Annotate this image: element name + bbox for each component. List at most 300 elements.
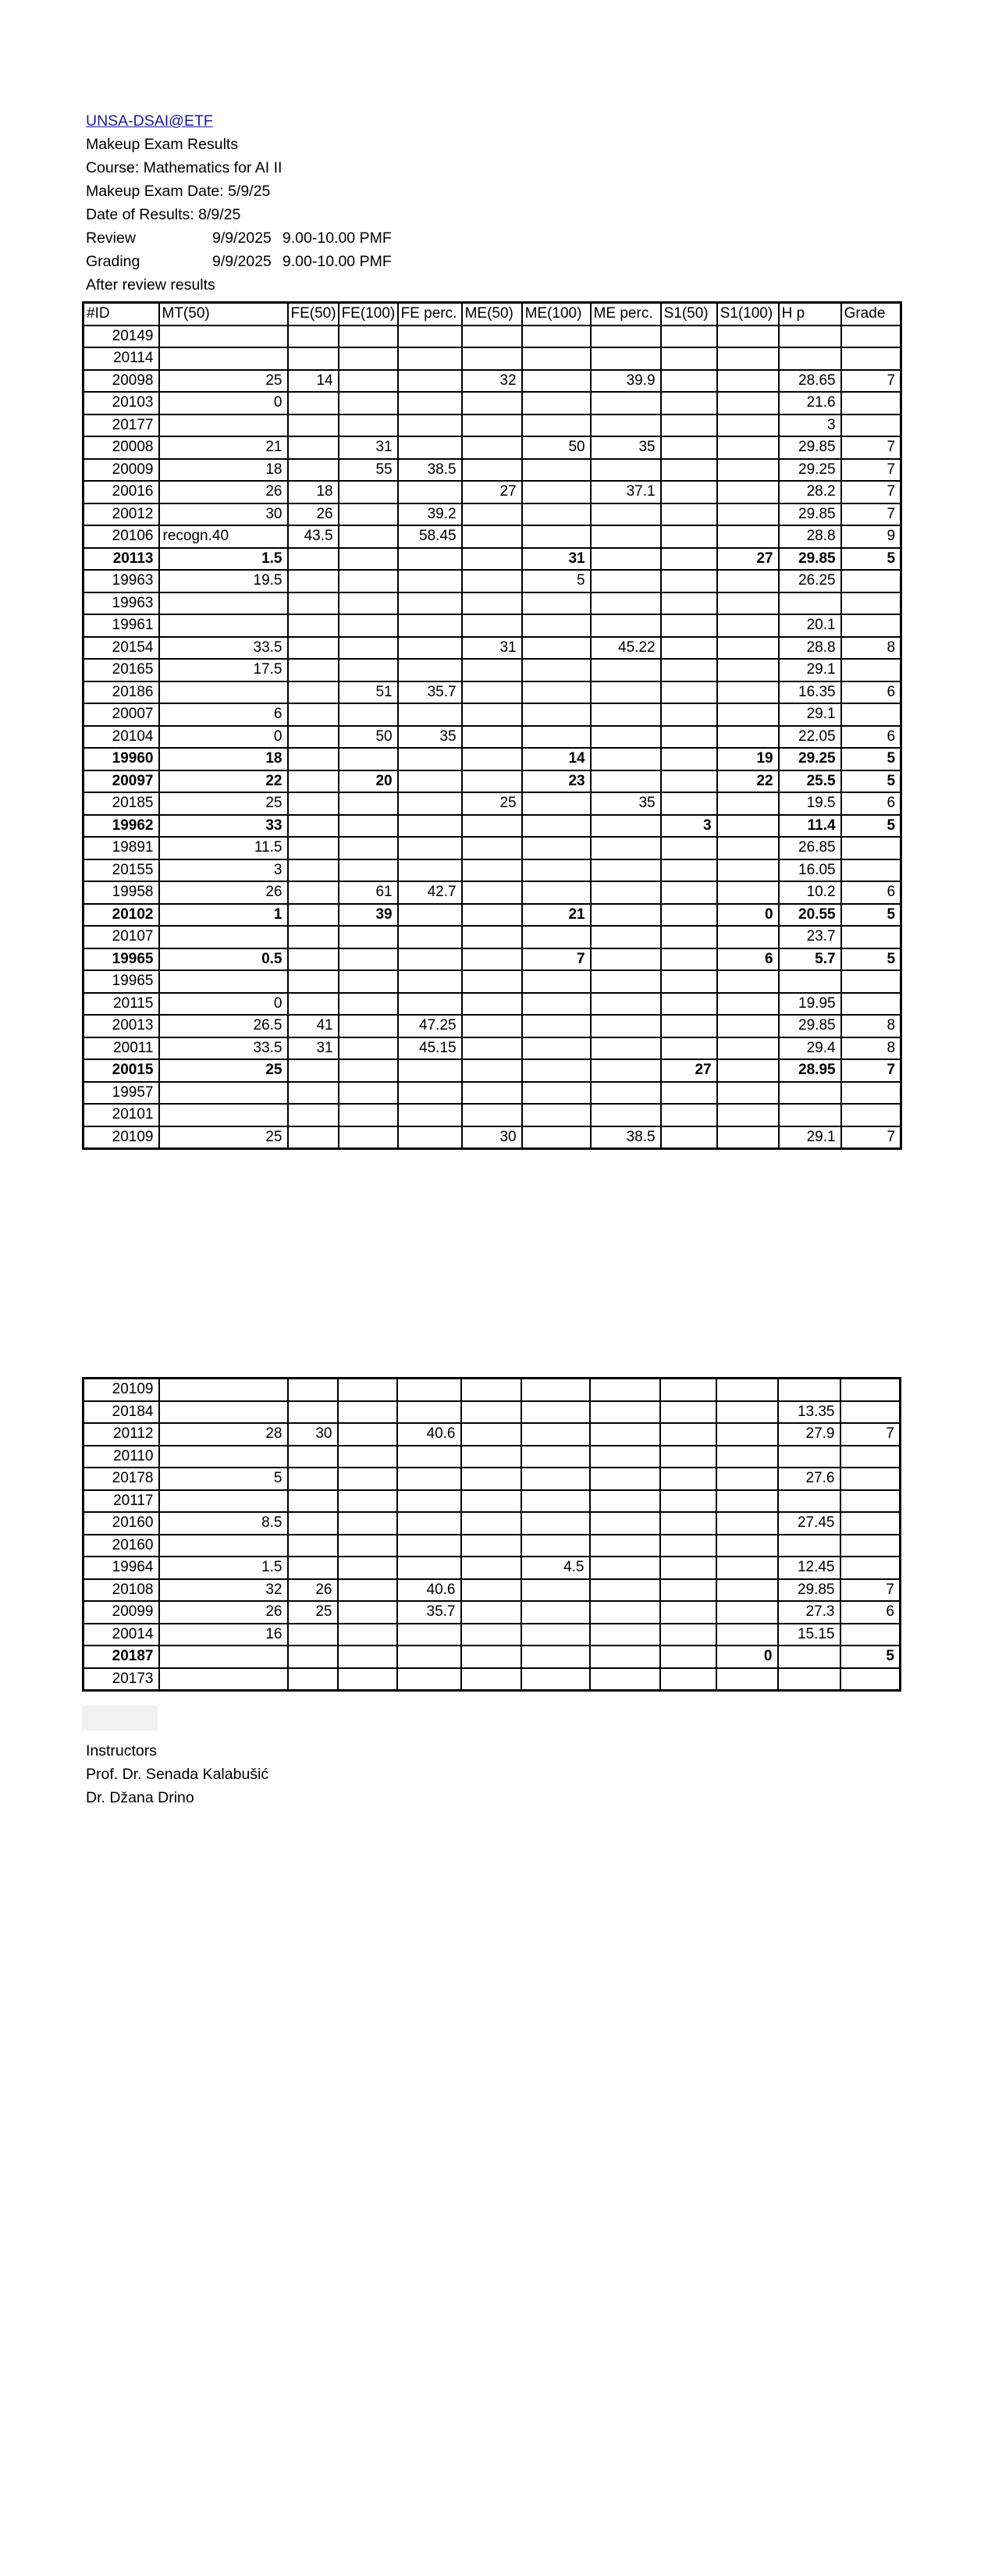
table-cell [591, 948, 661, 971]
table-cell [159, 1646, 288, 1668]
table-cell [461, 1490, 521, 1513]
table-cell: 20154 [84, 637, 159, 660]
table-cell: 20165 [84, 659, 159, 681]
table-cell [521, 1601, 590, 1624]
table-cell [661, 370, 717, 393]
table-cell [717, 1037, 779, 1060]
table-cell [339, 570, 398, 592]
table-cell [590, 1535, 660, 1557]
table-cell [840, 1490, 901, 1513]
instructor-1: Prof. Dr. Senada Kalabušić [86, 1766, 269, 1783]
table-cell: 7 [840, 1579, 901, 1602]
table-cell [717, 614, 779, 637]
table-cell [661, 659, 717, 681]
table-cell [660, 1468, 716, 1490]
table-cell: 20107 [84, 926, 159, 948]
table-row [84, 1579, 901, 1602]
table-cell: 16.05 [779, 859, 841, 882]
table-cell [841, 659, 901, 681]
table-cell [461, 1423, 521, 1446]
table-cell [398, 637, 462, 660]
table-cell [398, 415, 462, 437]
table-cell: 51 [339, 681, 398, 704]
table-cell [717, 570, 779, 592]
grading-time: 9.00-10.00 PMF [282, 253, 392, 270]
table-cell [717, 659, 779, 681]
table-cell [717, 881, 779, 904]
table-cell: 19891 [84, 837, 159, 859]
table-cell [461, 1379, 521, 1401]
table-cell [661, 726, 717, 749]
table-row [84, 904, 901, 927]
table-cell: 38.5 [591, 1126, 661, 1149]
table-cell [661, 592, 717, 615]
table-row [84, 481, 901, 503]
table-cell [159, 347, 288, 370]
table-cell [661, 503, 717, 526]
table-cell [462, 815, 522, 838]
table-cell: 19963 [84, 592, 159, 615]
table-cell: 11.4 [779, 815, 841, 838]
table-cell [462, 748, 522, 770]
table-cell [288, 436, 339, 459]
table-cell: 28.8 [779, 525, 841, 548]
table-cell [397, 1490, 461, 1513]
table-cell [522, 837, 591, 859]
table-cell: 19962 [84, 815, 159, 838]
table-cell: 22 [159, 770, 288, 793]
table-cell [398, 792, 462, 815]
table-cell [462, 904, 522, 927]
table-cell [398, 436, 462, 459]
table-cell [339, 1037, 398, 1060]
table-cell: 3 [779, 415, 841, 437]
table-cell: 20102 [84, 904, 159, 927]
table-cell [661, 859, 717, 882]
table-row [84, 1126, 901, 1149]
table-cell [339, 948, 398, 971]
table-cell [522, 926, 591, 948]
table-cell [288, 1512, 338, 1535]
table-row [84, 1535, 901, 1557]
table-row [84, 503, 901, 526]
table-cell [779, 347, 841, 370]
table-cell [717, 726, 779, 749]
table-cell: 20008 [84, 436, 159, 459]
table-row [84, 681, 901, 704]
table-cell [288, 726, 339, 749]
table-cell [778, 1379, 840, 1401]
table-cell [522, 370, 591, 393]
table-cell: recogn.40 [159, 525, 288, 548]
table-cell: 11.5 [159, 837, 288, 859]
table-cell: 30 [288, 1423, 338, 1446]
course-line: Course: Mathematics for AI II [86, 159, 283, 176]
table-cell [339, 703, 398, 726]
table-cell: 0 [159, 726, 288, 749]
table-cell: 0 [159, 993, 288, 1016]
table-cell [159, 926, 288, 948]
table-cell [591, 703, 661, 726]
table-cell [522, 592, 591, 615]
table-cell [462, 681, 522, 704]
table-cell [398, 659, 462, 681]
table-cell [716, 1468, 778, 1490]
table-cell: 29.85 [779, 1015, 841, 1037]
table-cell [288, 1401, 338, 1424]
table-cell [521, 1423, 590, 1446]
table-cell: 0 [716, 1646, 778, 1668]
col-fe50: FE(50) [288, 303, 339, 326]
table-row [84, 1490, 901, 1513]
table-cell [716, 1379, 778, 1401]
table-cell: 31 [462, 637, 522, 660]
table-cell [288, 748, 339, 770]
table-cell: 5.7 [779, 948, 841, 971]
table-cell: 29.85 [779, 503, 841, 526]
table-cell [661, 1104, 717, 1126]
table-cell [461, 1446, 521, 1468]
table-cell [841, 703, 901, 726]
table-cell [339, 926, 398, 948]
table-cell: 28.8 [779, 637, 841, 660]
table-cell [661, 326, 717, 348]
table-cell [159, 1379, 288, 1401]
col-s1-50: S1(50) [661, 303, 717, 326]
table-cell: 7 [841, 1126, 901, 1149]
table-cell: 6 [841, 681, 901, 704]
table-cell [590, 1379, 660, 1401]
col-hp: H p [779, 303, 841, 326]
col-me100: ME(100) [522, 303, 591, 326]
table-cell: 6 [840, 1601, 901, 1624]
grading-date: 9/9/2025 [212, 253, 272, 270]
table-cell [591, 1104, 661, 1126]
table-cell: 20013 [84, 1015, 159, 1037]
results-date-line: Date of Results: 8/9/25 [86, 206, 241, 223]
table-cell: 20177 [84, 415, 159, 437]
table-cell [159, 1490, 288, 1513]
table-cell [841, 1104, 901, 1126]
table-cell [841, 392, 901, 415]
table-cell [717, 926, 779, 948]
table-cell [288, 681, 339, 704]
table-cell [522, 1037, 591, 1060]
table-cell [339, 815, 398, 838]
table-row [84, 1446, 901, 1468]
table-cell [661, 748, 717, 770]
table-cell: 26.85 [779, 837, 841, 859]
table-cell: 20101 [84, 1104, 159, 1126]
table-cell [288, 815, 339, 838]
table-cell [398, 837, 462, 859]
table-cell: 25 [288, 1601, 338, 1624]
table-cell [591, 415, 661, 437]
table-cell [288, 637, 339, 660]
table-cell: 25 [159, 1126, 288, 1149]
table-cell: 29.1 [779, 1126, 841, 1149]
table-cell: 19.5 [779, 792, 841, 815]
table-cell [462, 1104, 522, 1126]
table-cell [522, 1082, 591, 1105]
table-cell [591, 815, 661, 838]
table-cell [716, 1490, 778, 1513]
review-time: 9.00-10.00 PMF [282, 229, 392, 247]
table-cell [661, 703, 717, 726]
table-cell [522, 481, 591, 503]
table-cell [717, 681, 779, 704]
results-table-continued [82, 1377, 901, 1692]
instructors-label: Instructors [86, 1742, 158, 1759]
table-cell: 5 [841, 904, 901, 927]
table-cell: 27 [462, 481, 522, 503]
table-cell [288, 392, 339, 415]
table-cell: 5 [840, 1646, 901, 1668]
table-cell: 7 [841, 370, 901, 393]
table-cell: 0.5 [159, 948, 288, 971]
table-cell: 27.3 [778, 1601, 840, 1624]
shaded-cell [82, 1706, 158, 1731]
table-cell: 20113 [84, 548, 159, 571]
col-s1-100: S1(100) [717, 303, 779, 326]
table-cell [462, 837, 522, 859]
table-cell [462, 415, 522, 437]
table-cell: 32 [159, 1579, 288, 1602]
table-cell: 26 [159, 481, 288, 503]
table-cell [660, 1624, 716, 1646]
table-cell [591, 503, 661, 526]
table-cell [590, 1512, 660, 1535]
table-cell: 1.5 [159, 548, 288, 571]
table-cell [521, 1490, 590, 1513]
table-cell [339, 970, 398, 993]
table-cell [159, 1668, 288, 1691]
table-cell [660, 1446, 716, 1468]
table-cell: 20009 [84, 459, 159, 482]
table-cell: 20012 [84, 503, 159, 526]
table-cell [462, 1015, 522, 1037]
table-row [84, 1601, 901, 1624]
table-cell [288, 970, 339, 993]
grading-line [86, 250, 392, 273]
table-cell [462, 881, 522, 904]
table-cell: 20014 [84, 1624, 159, 1646]
table-cell [398, 1059, 462, 1082]
table-cell: 35 [591, 436, 661, 459]
table-cell [590, 1401, 660, 1424]
table-cell: 25 [159, 370, 288, 393]
table-cell [591, 347, 661, 370]
table-cell [288, 1082, 339, 1105]
table-cell [661, 347, 717, 370]
table-cell: 23.7 [779, 926, 841, 948]
table-cell: 25 [462, 792, 522, 815]
table-cell: 26 [159, 1601, 288, 1624]
table-cell: 61 [339, 881, 398, 904]
table-cell [716, 1446, 778, 1468]
table-cell: 20108 [84, 1579, 159, 1602]
table-cell: 1 [159, 904, 288, 927]
table-cell [716, 1601, 778, 1624]
table-cell: 1.5 [159, 1557, 288, 1579]
table-cell: 20173 [84, 1668, 159, 1691]
table-cell [338, 1512, 397, 1535]
table-cell [841, 570, 901, 592]
table-row [84, 1668, 901, 1691]
table-cell [590, 1579, 660, 1602]
table-cell: 20.1 [779, 614, 841, 637]
table-cell [591, 326, 661, 348]
table-cell: 26 [288, 503, 339, 526]
table-cell [522, 993, 591, 1016]
table-cell: 33 [159, 815, 288, 838]
table-cell: 10.2 [779, 881, 841, 904]
table-cell [339, 1059, 398, 1082]
table-cell [338, 1401, 397, 1424]
institution-link[interactable]: UNSA-DSAI@ETF [86, 112, 213, 130]
table-cell: 21 [522, 904, 591, 927]
table-cell [159, 1535, 288, 1557]
table-cell [461, 1401, 521, 1424]
instructors-block [86, 1739, 268, 1809]
table-cell [716, 1668, 778, 1691]
table-cell: 12.45 [778, 1557, 840, 1579]
table-cell [338, 1535, 397, 1557]
table-cell [590, 1557, 660, 1579]
table-cell [288, 859, 339, 882]
table-cell: 20114 [84, 347, 159, 370]
table-cell [398, 1104, 462, 1126]
table-row [84, 1624, 901, 1646]
table-cell [288, 792, 339, 815]
table-cell [398, 1126, 462, 1149]
table-cell [521, 1624, 590, 1646]
table-cell [590, 1468, 660, 1490]
table-cell [398, 948, 462, 971]
table-cell [590, 1624, 660, 1646]
table-cell [591, 592, 661, 615]
table-row [84, 792, 901, 815]
table-cell: 8 [841, 637, 901, 660]
table-cell [461, 1535, 521, 1557]
table-cell: 20186 [84, 681, 159, 704]
table-cell [288, 592, 339, 615]
table-cell [339, 1015, 398, 1037]
table-cell [397, 1446, 461, 1468]
table-cell [462, 926, 522, 948]
table-cell [591, 392, 661, 415]
table-cell [717, 703, 779, 726]
table-cell [590, 1668, 660, 1691]
table-row [84, 1557, 901, 1579]
table-cell: 7 [841, 436, 901, 459]
table-cell [521, 1512, 590, 1535]
table-cell [522, 881, 591, 904]
table-cell [397, 1512, 461, 1535]
table-cell: 18 [159, 459, 288, 482]
table-cell [522, 659, 591, 681]
table-cell [462, 592, 522, 615]
table-cell [288, 1446, 338, 1468]
table-cell: 29.85 [778, 1579, 840, 1602]
table-row [84, 881, 901, 904]
table-cell [159, 1104, 288, 1126]
table-cell: 45.15 [398, 1037, 462, 1060]
table-row [84, 525, 901, 548]
table-cell [397, 1401, 461, 1424]
table-cell: 20103 [84, 392, 159, 415]
table-cell [339, 837, 398, 859]
grading-label: Grading [86, 253, 140, 270]
table-cell: 27.9 [778, 1423, 840, 1446]
table-cell [159, 681, 288, 704]
table-cell: 39.9 [591, 370, 661, 393]
table-cell: 28 [159, 1423, 288, 1446]
table-cell [288, 1059, 339, 1082]
table-cell [841, 837, 901, 859]
table-cell: 20160 [84, 1535, 159, 1557]
table-cell: 20106 [84, 525, 159, 548]
table-cell [716, 1512, 778, 1535]
table-cell [660, 1535, 716, 1557]
table-cell [717, 481, 779, 503]
table-cell: 8 [841, 1037, 901, 1060]
table-cell [521, 1379, 590, 1401]
table-cell [591, 459, 661, 482]
table-cell [661, 904, 717, 927]
col-id: #ID [84, 303, 159, 326]
table-cell [398, 970, 462, 993]
table-cell: 3 [159, 859, 288, 882]
table-cell: 19960 [84, 748, 159, 770]
table-cell: 13.35 [778, 1401, 840, 1424]
table-cell [522, 970, 591, 993]
table-cell: 20184 [84, 1401, 159, 1424]
table-row [84, 1379, 901, 1401]
table-cell: 28.65 [779, 370, 841, 393]
table-cell: 25 [159, 792, 288, 815]
table-cell [398, 392, 462, 415]
table-cell [288, 1490, 338, 1513]
table-cell: 50 [522, 436, 591, 459]
table-cell [591, 904, 661, 927]
table-cell [779, 970, 841, 993]
table-cell [462, 1059, 522, 1082]
table-cell [288, 326, 339, 348]
table-cell [778, 1668, 840, 1691]
table-cell: 19.5 [159, 570, 288, 592]
table-cell [397, 1668, 461, 1691]
table-row [84, 614, 901, 637]
document-header [86, 109, 392, 297]
table-cell: 6 [841, 726, 901, 749]
table-cell [159, 1401, 288, 1424]
table-cell [521, 1535, 590, 1557]
table-cell: 7 [841, 503, 901, 526]
table-cell [522, 347, 591, 370]
table-cell [717, 1059, 779, 1082]
table-cell [339, 659, 398, 681]
table-cell: 19 [717, 748, 779, 770]
table-cell [398, 592, 462, 615]
table-cell [462, 703, 522, 726]
table-cell [661, 481, 717, 503]
table-cell: 39.2 [398, 503, 462, 526]
table-cell [288, 548, 339, 571]
table-row [84, 1059, 901, 1082]
results-table-continued-body [84, 1379, 901, 1691]
table-cell [338, 1601, 397, 1624]
